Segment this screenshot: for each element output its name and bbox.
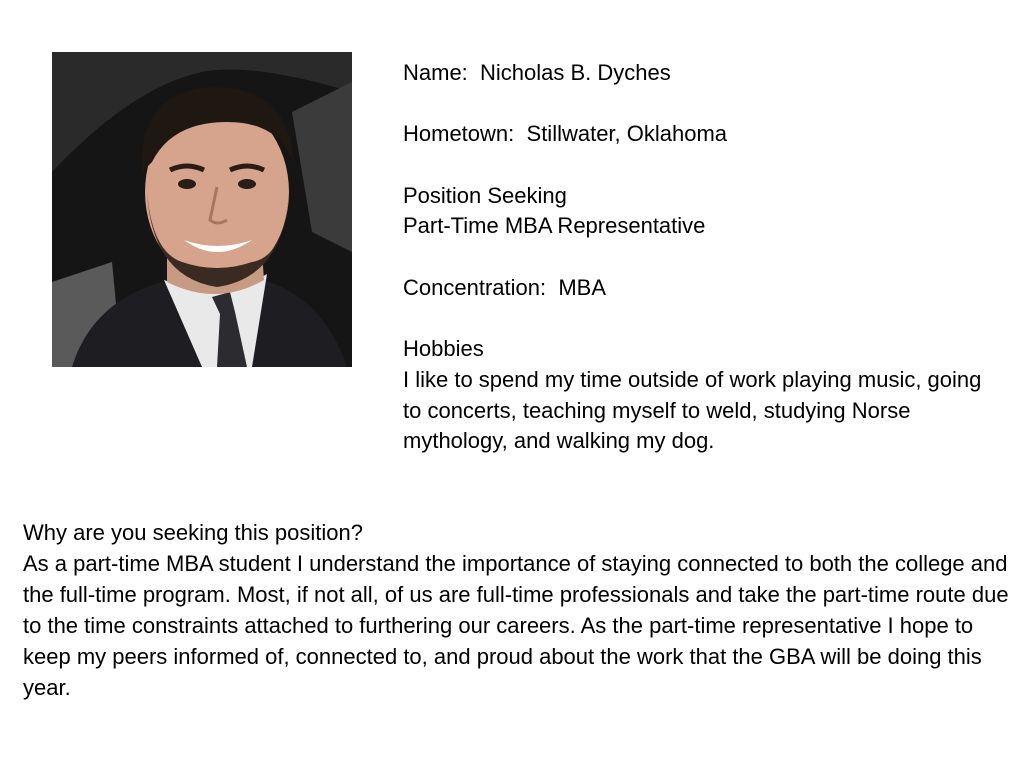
hobbies-text: I like to spend my time outside of work playing music, going to concerts, teaching myself to weld, studying Norse mythology, and walking my dog. xyxy=(403,366,982,454)
statement-answer: As a part-time MBA student I understand the importance of staying connected to both the college and the full-time program. Most, if not all, of us are full-time professionals and take the part-time route due to the time constraints attached to furthering our careers. As the part-time representative I hope to keep my peers informed of, connected to, and proud about the work that the GBA will be doing this year. xyxy=(23,551,1009,700)
concentration-line xyxy=(403,273,1003,304)
profile-photo-illustration xyxy=(52,52,352,367)
profile-info xyxy=(403,58,1003,457)
position-value: Part-Time MBA Representative xyxy=(403,213,706,239)
name-value: Nicholas B. Dyches xyxy=(480,60,671,85)
profile-photo xyxy=(52,52,352,367)
position-heading: Position Seeking xyxy=(403,182,567,208)
hometown-line xyxy=(403,119,1003,150)
hobbies-heading: Hobbies xyxy=(403,336,484,362)
hometown-value: Stillwater, Oklahoma xyxy=(526,121,728,147)
name-label: Name: xyxy=(403,60,468,85)
hometown-label: Hometown: xyxy=(403,121,515,147)
position-statement xyxy=(23,517,1013,703)
name-line xyxy=(403,58,1003,89)
statement-question: Why are you seeking this position? xyxy=(23,520,363,545)
concentration-label: Concentration: xyxy=(403,274,547,300)
concentration-value: MBA xyxy=(558,274,607,300)
